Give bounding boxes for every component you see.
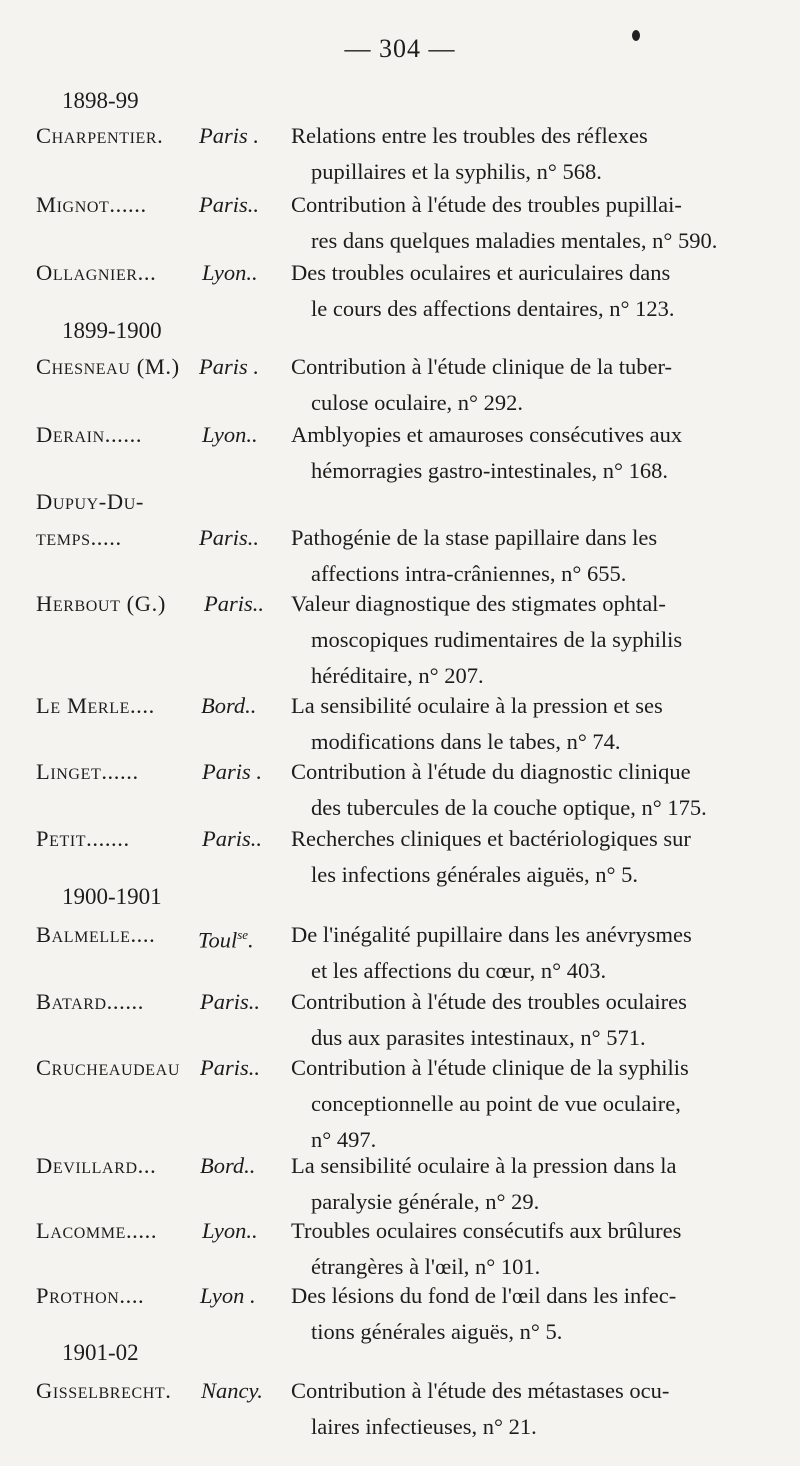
entry-author: Dupuy-Du- (36, 489, 145, 514)
entry-city: Paris.. (200, 1055, 261, 1080)
entry-title: Pathogénie de la stase papillaire dans les affections intra-crâniennes, n° 655. (291, 525, 658, 586)
entry-author: Gisselbrecht. (36, 1378, 172, 1403)
entry-title: Recherches cliniques et bactériologiques sur les infections générales aiguës, n° 5. (291, 826, 691, 887)
year-heading: 1900-1901 (62, 884, 162, 909)
entry-author: Petit....... (36, 826, 130, 851)
entry-author-continued: temps..... (36, 525, 122, 550)
entry-title: Contribution à l'étude clinique de la syphilis conceptionnelle au point de vue oculaire, n° 497. (291, 1055, 689, 1152)
ink-dot (632, 30, 640, 41)
entry-author: Charpentier. (36, 123, 164, 148)
entry-city: Lyon.. (202, 1218, 258, 1243)
year-heading: 1898-99 (62, 88, 139, 113)
entry-author: Lacomme..... (36, 1218, 158, 1243)
entry-author: Herbout (G.) (36, 591, 166, 616)
entry-city: Bord.. (201, 693, 257, 718)
entry-city: Paris.. (204, 591, 265, 616)
entry-city: Paris . (199, 123, 260, 148)
entry-city: Lyon . (200, 1283, 256, 1308)
entry-title: Des troubles oculaires et auriculaires dans le cours des affections dentaires, n° 123. (291, 260, 675, 321)
entry-author: Batard...... (36, 989, 145, 1014)
entry-city: Nancy. (201, 1378, 263, 1403)
entry-title: La sensibilité oculaire à la pression dans la paralysie générale, n° 29. (291, 1153, 677, 1214)
entry-title: Valeur diagnostique des stigmates ophtal- moscopiques rudimentaires de la syphilis héréditaire, n° 207. (291, 591, 683, 688)
entry-author: Chesneau (M.) (36, 354, 180, 379)
entry-author: Ollagnier... (36, 260, 157, 285)
entry-author: Crucheaudeau (36, 1055, 180, 1080)
entry-title: Contribution à l'étude des troubles pupillai- res dans quelques maladies mentales, n° 590. (291, 192, 718, 253)
entry-city: Paris.. (199, 525, 260, 550)
entry-author: Derain...... (36, 422, 143, 447)
entry-title: Troubles oculaires consécutifs aux brûlures étrangères à l'œil, n° 101. (291, 1218, 682, 1279)
entry-title: Contribution à l'étude du diagnostic clinique des tubercules de la couche optique, n° 175. (291, 759, 707, 820)
entry-title: De l'inégalité pupillaire dans les anévrysmes et les affections du cœur, n° 403. (291, 922, 692, 983)
entry-title: Des lésions du fond de l'œil dans les infec- tions générales aiguës, n° 5. (291, 1283, 677, 1344)
year-heading: 1901-02 (62, 1340, 139, 1365)
entry-city: Paris.. (202, 826, 263, 851)
entry-city: Lyon.. (202, 422, 258, 447)
entry-city: Paris.. (200, 989, 261, 1014)
entry-city: Paris . (199, 354, 260, 379)
entry-author: Le Merle.... (36, 693, 155, 718)
page-number: — 304 — (344, 34, 456, 63)
entry-city: Paris.. (199, 192, 260, 217)
year-heading: 1899-1900 (62, 318, 162, 343)
entry-title: La sensibilité oculaire à la pression et ses modifications dans le tabes, n° 74. (291, 693, 663, 754)
entry-title: Relations entre les troubles des réflexes pupillaires et la syphilis, n° 568. (291, 123, 648, 184)
entry-city: Paris . (202, 759, 263, 784)
entry-city: Lyon.. (202, 260, 258, 285)
entry-title: Contribution à l'étude des troubles oculaires dus aux parasites intestinaux, n° 571. (291, 989, 687, 1050)
entry-author: Prothon.... (36, 1283, 145, 1308)
entry-city: Toul$^{se}$. (198, 927, 254, 953)
entry-author: Devillard... (36, 1153, 157, 1178)
entry-title: Amblyopies et amauroses consécutives aux hémorragies gastro-intestinales, n° 168. (291, 422, 683, 483)
entry-title: Contribution à l'étude clinique de la tuber- culose oculaire, n° 292. (291, 354, 672, 415)
entry-author: Linget...... (36, 759, 139, 784)
entry-city: Bord.. (200, 1153, 256, 1178)
entry-author: Mignot...... (36, 192, 147, 217)
entry-author: Balmelle.... (36, 922, 156, 947)
entry-title: Contribution à l'étude des métastases ocu- laires infectieuses, n° 21. (291, 1378, 670, 1439)
